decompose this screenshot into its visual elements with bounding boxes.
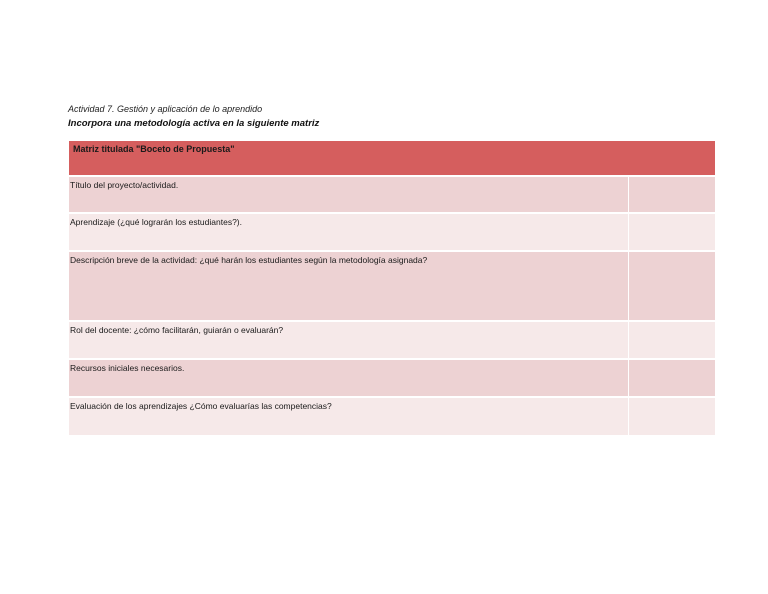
row-label-resources: Recursos iniciales necesarios. (69, 360, 629, 396)
answer-cell-activity-description[interactable] (629, 252, 715, 320)
answer-cell-learning[interactable] (629, 214, 715, 250)
row-label-teacher-role: Rol del docente: ¿cómo facilitarán, guiarán o evaluarán? (69, 322, 629, 358)
table-row (69, 177, 715, 214)
answer-cell-project-title[interactable] (629, 177, 715, 212)
proposal-matrix-table (69, 141, 715, 435)
instruction-text: Incorpora una metodología activa en la siguiente matriz (68, 118, 320, 129)
matrix-title-header: Matriz titulada "Boceto de Propuesta" (69, 141, 715, 177)
row-label-learning: Aprendizaje (¿qué lograrán los estudiantes?). (69, 214, 629, 250)
activity-heading: Actividad 7. Gestión y aplicación de lo aprendido (68, 104, 263, 114)
answer-cell-resources[interactable] (629, 360, 715, 396)
answer-cell-teacher-role[interactable] (629, 322, 715, 358)
table-row (69, 398, 715, 435)
row-label-project-title: Título del proyecto/actividad. (69, 177, 629, 212)
table-row (69, 214, 715, 252)
table-row (69, 322, 715, 360)
table-row (69, 252, 715, 322)
row-label-activity-description: Descripción breve de la actividad: ¿qué harán los estudiantes según la metodología asignada? (69, 252, 629, 320)
answer-cell-evaluation[interactable] (629, 398, 715, 435)
row-label-evaluation: Evaluación de los aprendizajes ¿Cómo evaluarías las competencias? (69, 398, 629, 435)
table-row (69, 360, 715, 398)
